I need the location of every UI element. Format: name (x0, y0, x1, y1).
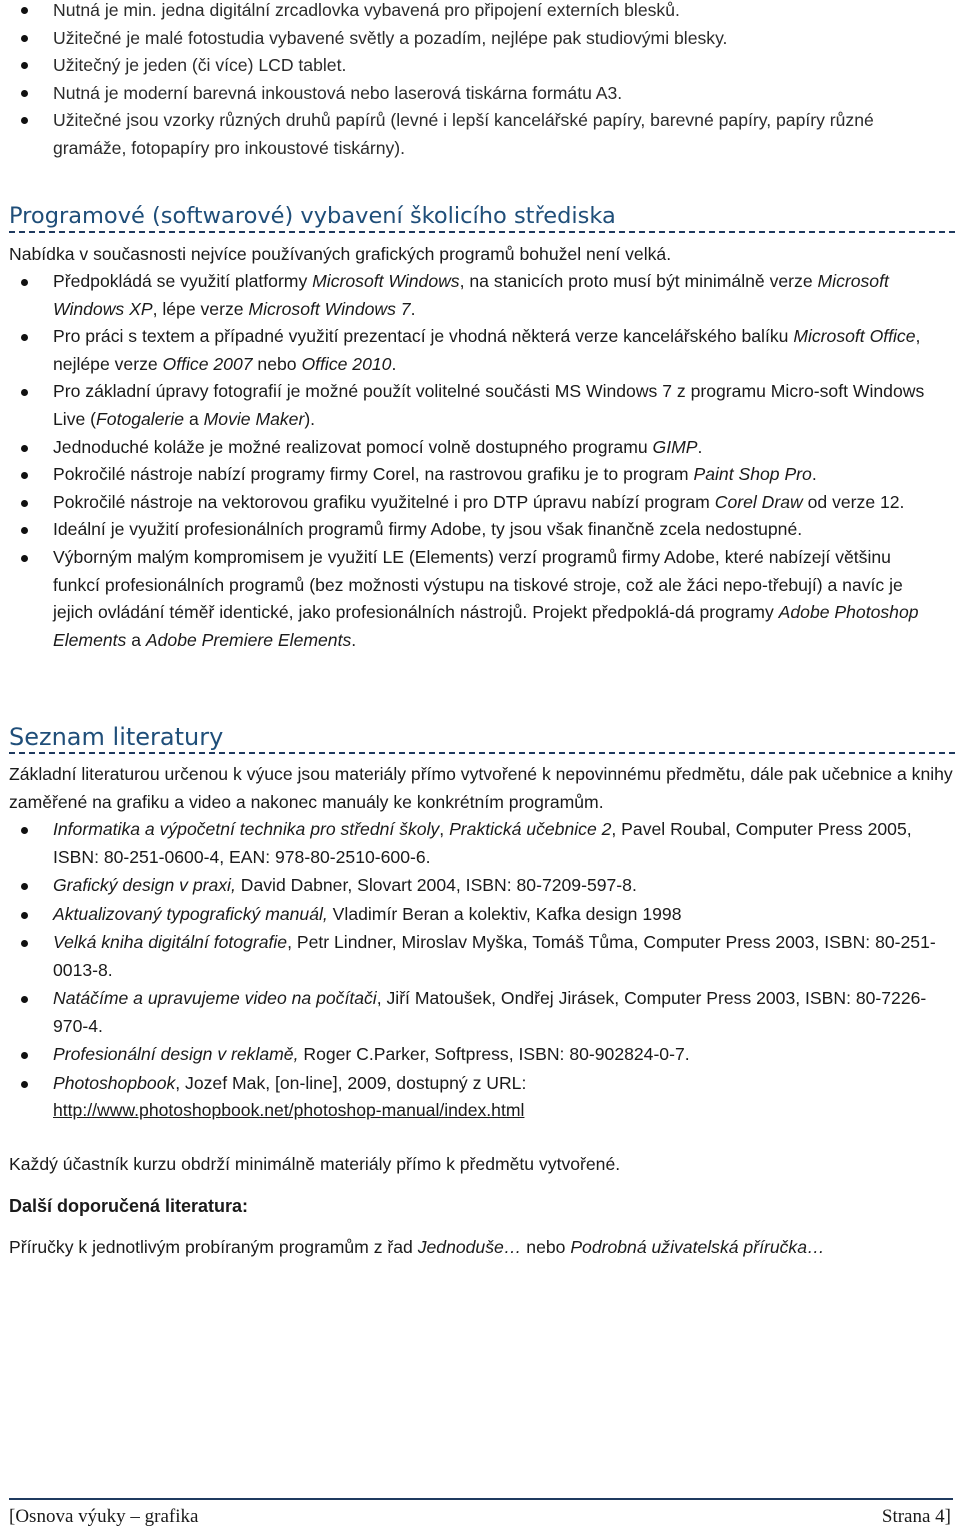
list-item: Natáčíme a upravujeme video na počítači, Jiří Matoušek, Ondřej Jirásek, Computer Press 2003, ISBN: 80-7226-970-4. (8, 985, 954, 1040)
materials-note: Každý účastník kurzu obdrží minimálně materiály přímo k předmětu vytvořené. (9, 1154, 621, 1174)
literature-list (8, 816, 954, 1125)
list-item: Užitečný je jeden (či více) LCD tablet. (8, 52, 954, 80)
page-number: Strana 4] (881, 1506, 951, 1527)
footer-title: [Osnova výuky – grafika (9, 1506, 199, 1527)
list-item: Pro základní úpravy fotografií je možné použít volitelné součásti MS Windows 7 z programu Micro-soft Windows Live (Fotogalerie a Movie Maker). (8, 378, 954, 433)
list-item: Ideální je využití profesionálních programů firmy Adobe, ty jsou však finančně zcela nedostupné. (8, 516, 954, 544)
list-item: Velká kniha digitální fotografie, Petr Lindner, Miroslav Myška, Tomáš Tůma, Computer Press 2003, ISBN: 80-251-0013-8. (8, 929, 954, 984)
hardware-section (8, 0, 954, 162)
list-item: Grafický design v praxi, David Dabner, Slovart 2004, ISBN: 80-7209-597-8. (8, 872, 954, 900)
literature-intro: Základní literaturou určenou k výuce jsou materiály přímo vytvořené k nepovinnému předmětu, dále pak učebnice a knihy zaměřené na grafiku a video a nakonec manuály ke konkrétním programům. (9, 764, 953, 812)
software-heading: Programové (softwarové) vybavení školicího střediska (9, 201, 955, 233)
list-item: Užitečné jsou vzorky různých druhů papírů (levné i lepší kancelářské papíry, barevné papíry, papíry různé gramáže, fotopapíry pro inkoustové tiskárny). (8, 107, 954, 162)
software-list (8, 268, 954, 654)
list-item: Nutná je moderní barevná inkoustová nebo laserová tiskárna formátu A3. (8, 80, 954, 108)
list-item: Předpokládá se využití platformy Microsoft Windows, na stanicích proto musí být minimálně verze Microsoft Windows XP, lépe verze Microsoft Windows 7. (8, 268, 954, 323)
list-item: Photoshopbook, Jozef Mak, [on-line], 2009, dostupný z URL: http://www.photoshopbook.net/photoshop-manual/index.html (8, 1070, 954, 1125)
software-intro: Nabídka v současnosti nejvíce používaných grafických programů bohužel není velká. (9, 244, 672, 264)
list-item: Pokročilé nástroje nabízí programy firmy Corel, na rastrovou grafiku je to program Paint Shop Pro. (8, 461, 954, 489)
literature-heading: Seznam literatury (9, 722, 955, 754)
list-item: Informatika a výpočetní technika pro střední školy, Praktická učebnice 2, Pavel Roubal, Computer Press 2005, ISBN: 80-251-0600-4, EAN: 978-80-2510-600-6. (8, 816, 954, 871)
list-item: Užitečné je malé fotostudia vybavené světly a pozadím, nejlépe pak studiovými blesky. (8, 25, 954, 53)
page-footer (9, 1498, 953, 1532)
list-item: Aktualizovaný typografický manuál, Vladimír Beran a kolektiv, Kafka design 1998 (8, 901, 954, 929)
further-literature-heading: Další doporučená literatura: (9, 1196, 249, 1216)
photoshopbook-link[interactable]: http://www.photoshopbook.net/photoshop-manual/index.html (53, 1100, 525, 1120)
list-item: Profesionální design v reklamě, Roger C.Parker, Softpress, ISBN: 80-902824-0-7. (8, 1041, 954, 1069)
list-item: Jednoduché koláže je možné realizovat pomocí volně dostupného programu GIMP. (8, 434, 954, 462)
list-item: Nutná je min. jedna digitální zrcadlovka vybavená pro připojení externích blesků. (8, 0, 954, 25)
list-item: Výborným malým kompromisem je využití LE (Elements) verzí programů firmy Adobe, které nabízejí většinu funkcí profesionálních programů (bez možnosti výstupu na tiskové stroje, což ale žáci nepo-třebují) a navíc je jejich ovládání téměř identické, jako profesionálních nástrojů. Projekt předpoklá-dá programy Adobe Photoshop Elements a Adobe Premiere Elements. (8, 544, 954, 654)
hardware-list (8, 0, 954, 162)
list-item: Pro práci s textem a případné využití prezentací je vhodná některá verze kancelářského balíku Microsoft Office, nejlépe verze Office 2007 nebo Office 2010. (8, 323, 954, 378)
list-item: Pokročilé nástroje na vektorovou grafiku využitelné i pro DTP úpravu nabízí program Corel Draw od verze 12. (8, 489, 954, 517)
further-literature-text: Příručky k jednotlivým probíraným programům z řad Jednoduše… nebo Podrobná uživatelská příručka… (9, 1237, 825, 1257)
